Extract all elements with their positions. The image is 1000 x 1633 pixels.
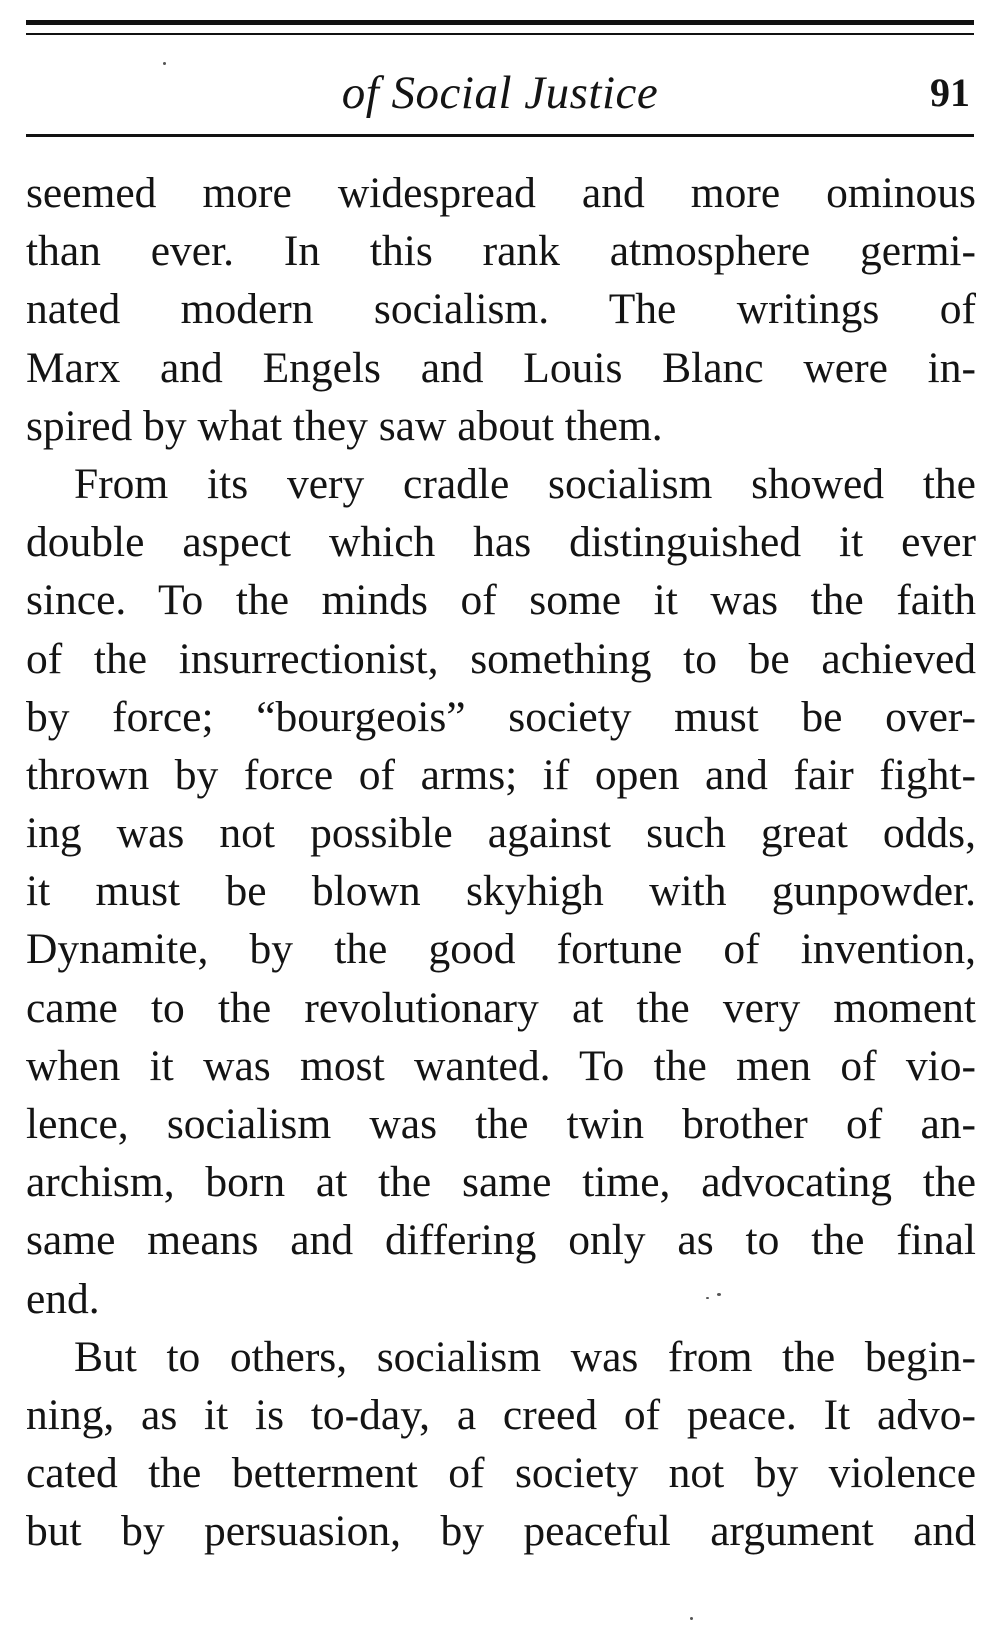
text-line: Dynamite, by the good fortune of invention, — [26, 925, 976, 974]
header-rule-thin — [26, 33, 974, 35]
text-line: thrown by force of arms; if open and fair fight- — [26, 750, 976, 799]
paragraph — [26, 164, 976, 455]
text-line: nated modern socialism. The writings of — [26, 285, 976, 334]
text-line: since. To the minds of some it was the faith — [26, 576, 976, 625]
text-line: it must be blown skyhigh with gunpowder. — [26, 867, 976, 916]
text-line: double aspect which has distinguished it ever — [26, 518, 976, 567]
text-line: ning, as it is to-day, a creed of peace. It advo- — [26, 1390, 976, 1439]
text-line: but by persuasion, by peaceful argument and — [26, 1507, 976, 1556]
paragraph — [26, 455, 976, 1328]
text-line: archism, born at the same time, advocating the — [26, 1158, 976, 1207]
body-text — [26, 164, 976, 1561]
text-line: spired by what they saw about them. — [26, 401, 663, 450]
running-title: of Social Justice — [341, 67, 659, 119]
page-number: 91 — [930, 70, 970, 115]
text-line: lence, socialism was the twin brother of an- — [26, 1100, 976, 1148]
text-line: than ever. In this rank atmosphere germi- — [26, 227, 976, 276]
scan-speck — [163, 62, 166, 65]
text-line: From its very cradle socialism showed the — [74, 459, 976, 508]
scan-speck — [690, 1617, 693, 1620]
text-line: of the insurrectionist, something to be achieved — [26, 634, 976, 683]
text-line: Marx and Engels and Louis Blanc were in- — [26, 343, 976, 392]
text-line: came to the revolutionary at the very moment — [26, 983, 976, 1032]
text-line: cated the betterment of society not by violence — [26, 1449, 976, 1498]
text-line: ing was not possible against such great odds, — [26, 809, 976, 858]
text-line: when it was most wanted. To the men of vio- — [26, 1041, 976, 1090]
header-rule-thick — [26, 20, 974, 25]
paragraph — [26, 1328, 976, 1561]
scan-speck — [717, 1293, 721, 1296]
text-line: by force; “bourgeois” society must be over- — [26, 692, 976, 741]
scan-speck — [706, 1297, 709, 1299]
header-rule-bottom — [26, 134, 974, 137]
text-line: end. — [26, 1274, 100, 1323]
text-line: seemed more widespread and more ominous — [26, 169, 976, 217]
text-line: But to others, socialism was from the begin- — [74, 1332, 976, 1381]
text-line: same means and differing only as to the final — [26, 1216, 976, 1265]
